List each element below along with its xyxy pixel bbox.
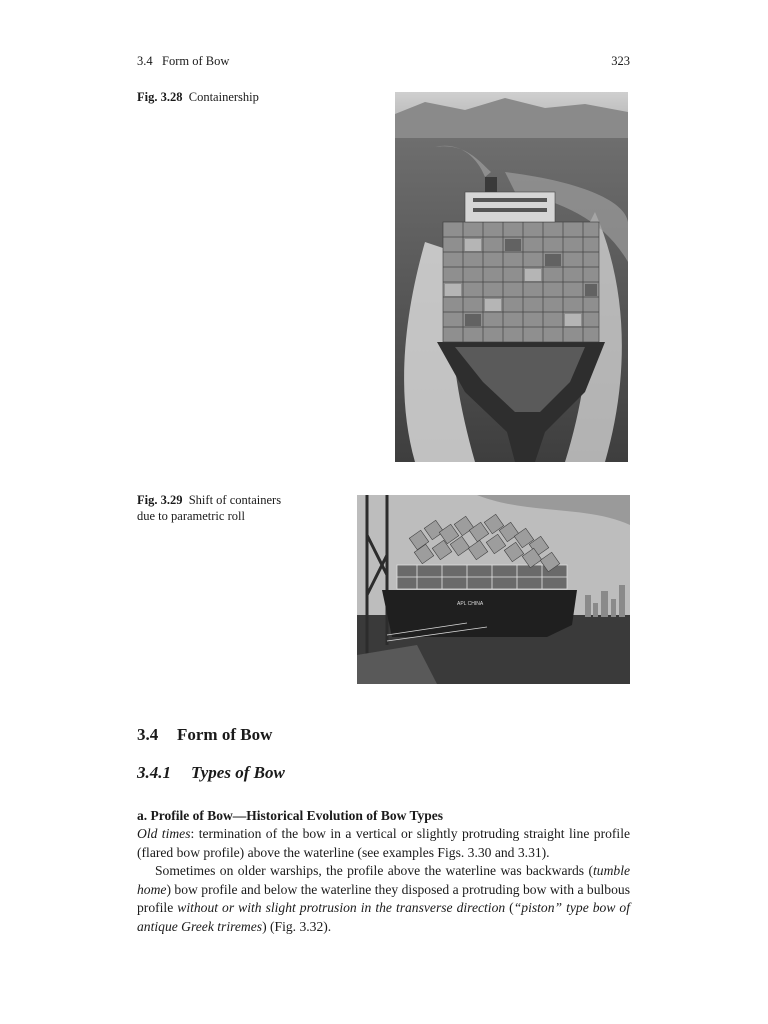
- section-title: Form of Bow: [177, 725, 273, 744]
- section-heading: [137, 725, 272, 745]
- figure-caption-text-line1: Shift of containers: [188, 493, 282, 507]
- page-number: 323: [611, 54, 630, 68]
- figure-caption-3-28: [137, 89, 259, 105]
- body-paragraph-1: [137, 825, 630, 862]
- term-tumble-home: tumble home: [137, 863, 630, 897]
- subsection-title: Types of Bow: [191, 763, 285, 782]
- body-paragraph-2-italic-f: “piston” type bow of antique Greek triremes: [137, 900, 630, 934]
- body-paragraph-2: [137, 862, 630, 936]
- subsection-number: 3.4.1: [137, 763, 171, 782]
- body-paragraph-2-text-e: (: [505, 900, 514, 916]
- term-old-times: Old times: [137, 826, 191, 841]
- paragraph-heading: a. Profile of Bow—Historical Evolution of Bow Types: [137, 808, 443, 823]
- body-paragraph-1-text: : termination of the bow in a vertical or slightly protruding straight line profile (flared bow profile) above the waterline (see examples Figs. 3.30 and 3.31).: [137, 826, 631, 860]
- subsection-heading: [137, 763, 285, 783]
- body-paragraph-2-text-g: ) (Fig. 3.32).: [262, 918, 332, 934]
- section-number: 3.4: [137, 725, 159, 744]
- running-header-section: 3.4 Form of Bow: [137, 54, 230, 68]
- figure-label: Fig. 3.29: [137, 493, 183, 507]
- figure-caption-text: Containership: [188, 90, 259, 104]
- figure-caption-text-line2: due to parametric roll: [137, 509, 245, 523]
- body-paragraph-2-text-a: Sometimes on older warships, the profile above the waterline was backwards (: [155, 863, 593, 879]
- body-paragraph-2-text-c: ) bow profile and below the waterline they disposed a protruding bow with a bulbous profile: [137, 881, 630, 916]
- body-paragraph-2-italic-d: without or with slight protrusion in the transverse direction: [177, 900, 506, 916]
- containership-photo: [395, 92, 628, 462]
- shifted-containers-photo: [357, 495, 630, 684]
- containership-image: [395, 92, 628, 462]
- ship-name-text: APL CHINA: [457, 601, 484, 607]
- figure-label: Fig. 3.28: [137, 90, 183, 104]
- shifted-containers-image: [357, 495, 630, 684]
- body-text: [137, 825, 630, 937]
- figure-caption-3-29: [137, 492, 337, 524]
